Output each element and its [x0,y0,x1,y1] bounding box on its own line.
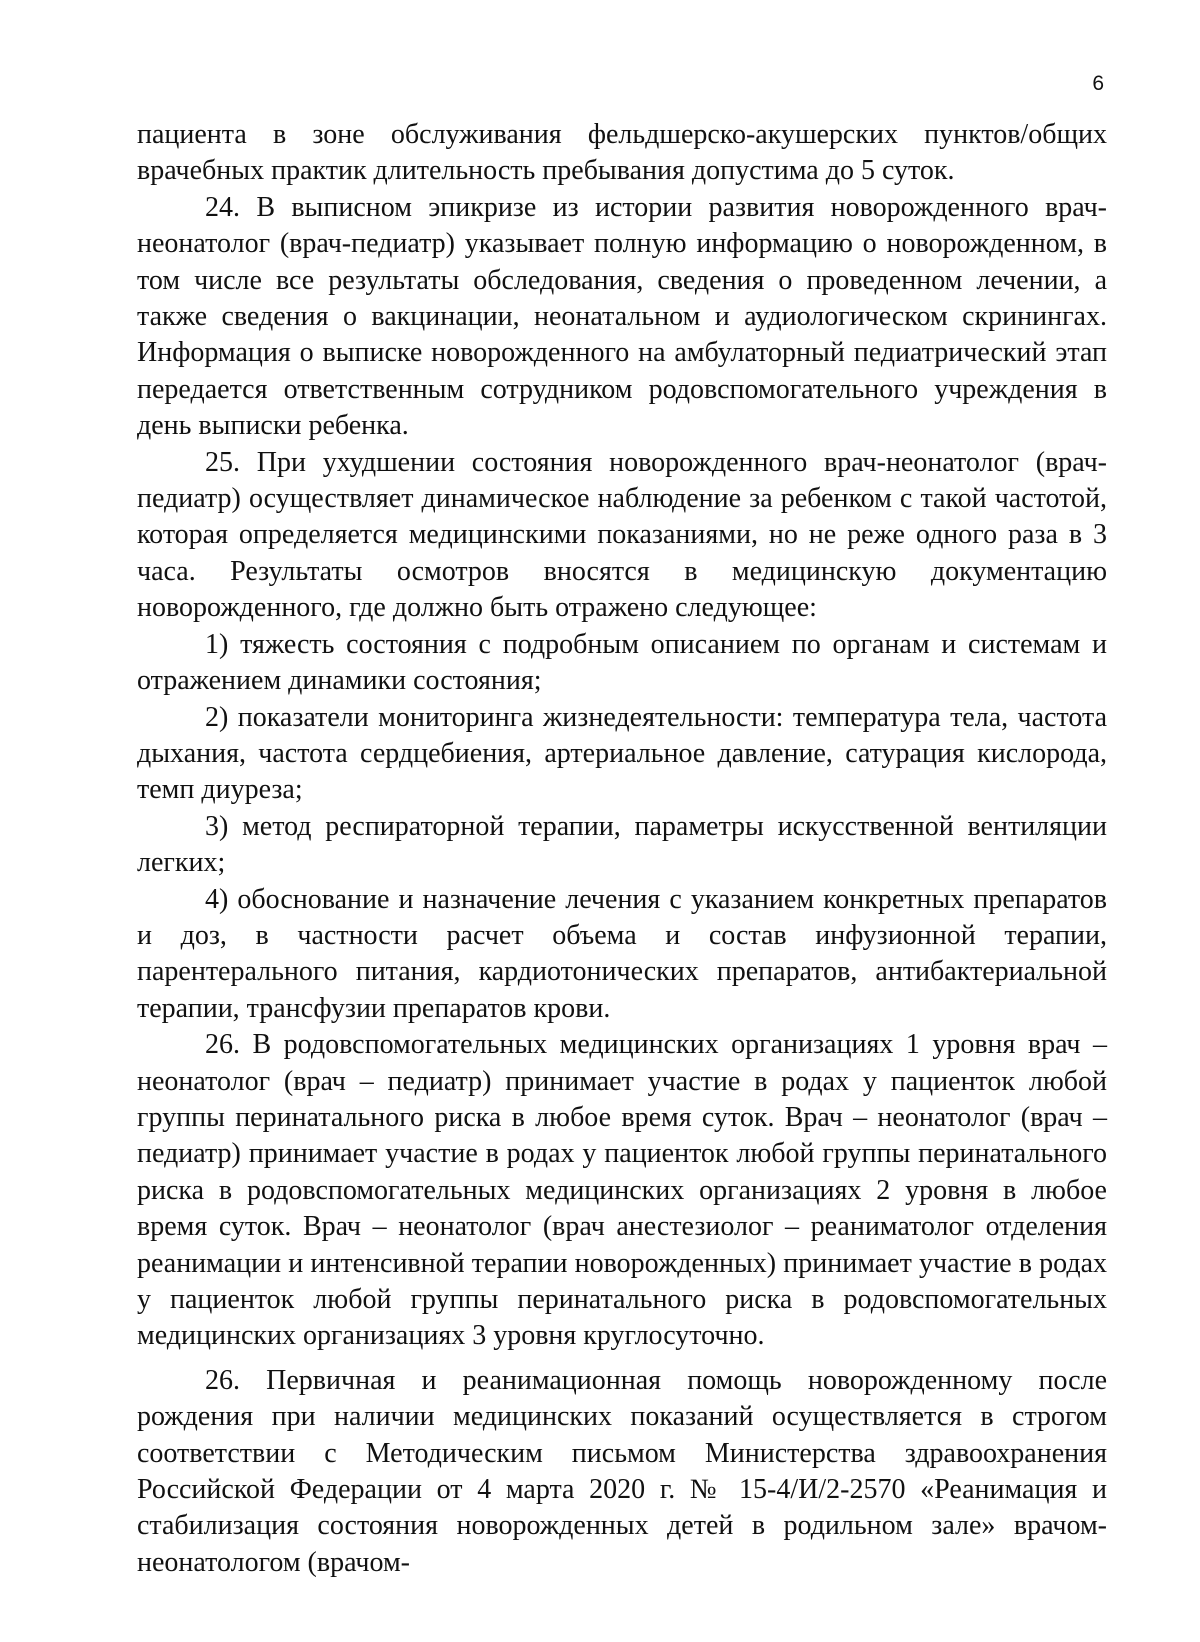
paragraph-25: 25. При ухудшении состояния новорожденного врач-неонатолог (врач-педиатр) осуществляет динамическое наблюдение за ребенком с такой частотой, которая определяется медицинскими показаниями, но не реже одного раза в 3 часа. Результаты осмотров вносятся в медицинскую документацию новорожденного, где должно быть отражено следующее: [137,446,1107,624]
paragraph-continuation: пациента в зоне обслуживания фельдшерско-акушерских пунктов/общих врачебных практик длительность пребывания допустима до 5 суток. [137,119,1107,187]
paragraph-26-second: 26. Первичная и реанимационная помощь новорожденному после рождения при наличии медицинских показаний осуществляется в строгом соответствии с Методическим письмом Министерства здравоохранения Российской Федерации от 4 марта 2020 г. № 15-4/И/2-2570 «Реанимация и стабилизация состояния новорожденных детей в родильном зале» врачом-неонатологом (врачом- [137,1364,1107,1578]
list-item-1: 1) тяжесть состояния с подробным описанием по органам и системам и отражением динамики состояния; [137,628,1107,697]
list-item-3: 3) метод респираторной терапии, параметры искусственной вентиляции легких; [137,810,1107,879]
page-number: 6 [1092,72,1104,95]
paragraph-26-first: 26. В родовспомогательных медицинских организациях 1 уровня врач – неонатолог (врач – педиатр) принимает участие в родах у пациенток любой группы перинатального риска в любое время суток. Врач – неонатолог (врач – педиатр) принимает участие в родах у пациенток любой группы перинатального риска в родовспомогательных медицинских организациях 2 уровня в любое время суток. Врач – неонатолог (врач анестезиолог – реаниматолог отделения реанимации и интенсивной терапии новорожденных) принимает участие в родах у пациенток любой группы перинатального риска в родовспомогательных медицинских организациях 3 уровня круглосуточно. [137,1029,1107,1352]
document-body [137,117,1107,1581]
paragraph-24: 24. В выписном эпикризе из истории развития новорожденного врач-неонатолог (врач-педиатр) указывает полную информацию о новорожденном, в том числе все результаты обследования, сведения о проведенном лечении, а также сведения о вакцинации, неонатальном и аудиологическом скринингах. Информация о выписке новорожденного на амбулаторный педиатрический этап передается ответственным сотрудником родовспомогательного учреждения в день выписки ребенка. [137,191,1107,442]
list-item-2: 2) показатели мониторинга жизнедеятельности: температура тела, частота дыхания, частота сердцебиения, артериальное давление, сатурация кислорода, темп диуреза; [137,701,1107,806]
list-item-4: 4) обоснование и назначение лечения с указанием конкретных препаратов и доз, в частности расчет объема и состав инфузионной терапии, парентерального питания, кардиотонических препаратов, антибактериальной терапии, трансфузии препаратов крови. [137,883,1107,1024]
